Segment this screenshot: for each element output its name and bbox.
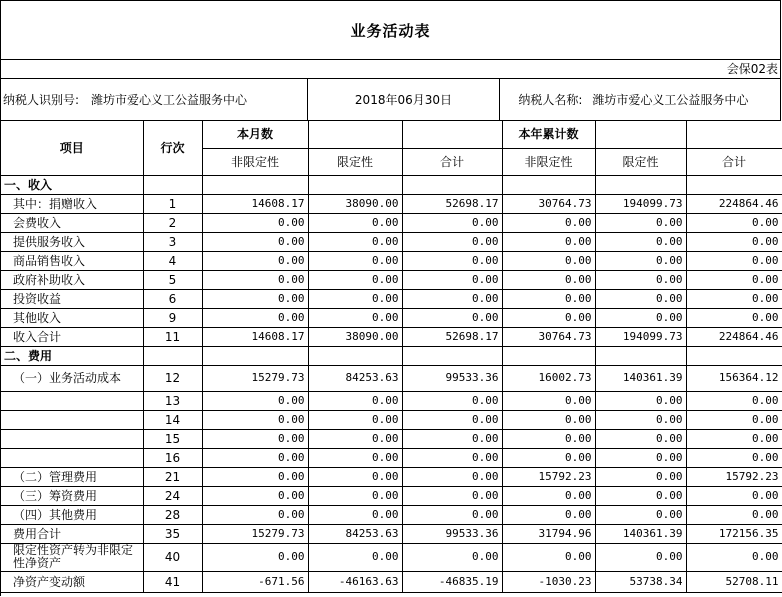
cell-ytd-restricted (595, 346, 686, 365)
table-row (1, 270, 782, 289)
cell-month-restricted: 0.00 (308, 308, 402, 327)
cell-month-unrestricted: 15279.73 (202, 524, 308, 543)
cell-month-unrestricted: -671.56 (202, 571, 308, 592)
cell-ytd-total (686, 175, 782, 194)
cell-ytd-unrestricted: 0.00 (502, 289, 595, 308)
table-row (1, 365, 782, 391)
report-date: 2018年06月30日 (308, 79, 501, 120)
row-item: （三）筹资费用 (1, 486, 143, 505)
activity-table (1, 121, 782, 593)
cell-ytd-restricted: 0.00 (595, 308, 686, 327)
cell-month-total: 0.00 (402, 467, 502, 486)
cell-ytd-restricted: 0.00 (595, 289, 686, 308)
cell-month-restricted: 0.00 (308, 251, 402, 270)
row-item (1, 429, 143, 448)
report-title: 业务活动表 (1, 1, 781, 60)
row-line-number: 12 (143, 365, 202, 391)
cell-ytd-unrestricted: 16002.73 (502, 365, 595, 391)
row-line-number: 16 (143, 448, 202, 467)
cell-ytd-restricted: 0.00 (595, 505, 686, 524)
cell-month-restricted: 38090.00 (308, 327, 402, 346)
cell-ytd-total: 0.00 (686, 308, 782, 327)
cell-month-restricted: -46163.63 (308, 571, 402, 592)
cell-month-total: 0.00 (402, 232, 502, 251)
row-item: 政府补助收入 (1, 270, 143, 289)
cell-ytd-total: 0.00 (686, 232, 782, 251)
cell-month-total: 0.00 (402, 486, 502, 505)
cell-ytd-unrestricted: 15792.23 (502, 467, 595, 486)
table-row (1, 289, 782, 308)
row-item: （一）业务活动成本 (1, 365, 143, 391)
form-code: 会保02表 (1, 60, 781, 79)
row-line-number: 28 (143, 505, 202, 524)
cell-month-total (402, 346, 502, 365)
cell-ytd-unrestricted (502, 175, 595, 194)
cell-month-total: 99533.36 (402, 524, 502, 543)
header-month-total: 合计 (402, 148, 502, 175)
cell-ytd-unrestricted (502, 346, 595, 365)
cell-ytd-total: 224864.46 (686, 327, 782, 346)
table-row (1, 505, 782, 524)
cell-month-restricted: 0.00 (308, 289, 402, 308)
cell-ytd-restricted (595, 175, 686, 194)
cell-ytd-unrestricted: 0.00 (502, 308, 595, 327)
row-line-number: 6 (143, 289, 202, 308)
row-item: 一、收入 (1, 175, 143, 194)
cell-ytd-total: 224864.46 (686, 194, 782, 213)
taxpayer-name (500, 79, 781, 120)
cell-ytd-total: 156364.12 (686, 365, 782, 391)
cell-month-unrestricted: 0.00 (202, 232, 308, 251)
cell-ytd-restricted: 0.00 (595, 232, 686, 251)
cell-month-total: 0.00 (402, 289, 502, 308)
cell-ytd-unrestricted: 0.00 (502, 410, 595, 429)
table-row (1, 571, 782, 592)
table-row (1, 486, 782, 505)
row-item (1, 410, 143, 429)
cell-month-unrestricted: 0.00 (202, 543, 308, 571)
cell-month-total: 0.00 (402, 270, 502, 289)
cell-month-unrestricted: 0.00 (202, 289, 308, 308)
row-item: 商品销售收入 (1, 251, 143, 270)
cell-ytd-total: 0.00 (686, 410, 782, 429)
cell-ytd-restricted: 0.00 (595, 448, 686, 467)
row-line-number: 1 (143, 194, 202, 213)
cell-ytd-total: 0.00 (686, 505, 782, 524)
header-current-month: 本月数 (202, 121, 308, 148)
row-line-number (143, 175, 202, 194)
cell-ytd-restricted: 0.00 (595, 213, 686, 232)
header-ytd-total: 合计 (686, 148, 782, 175)
cell-ytd-total: 0.00 (686, 448, 782, 467)
cell-ytd-total: 172156.35 (686, 524, 782, 543)
table-row (1, 448, 782, 467)
cell-month-restricted: 38090.00 (308, 194, 402, 213)
cell-month-restricted: 0.00 (308, 429, 402, 448)
cell-month-unrestricted: 0.00 (202, 410, 308, 429)
row-item: （四）其他费用 (1, 505, 143, 524)
cell-month-unrestricted: 0.00 (202, 391, 308, 410)
table-row (1, 467, 782, 486)
cell-month-unrestricted: 0.00 (202, 486, 308, 505)
cell-ytd-unrestricted: 0.00 (502, 232, 595, 251)
cell-ytd-unrestricted: 0.00 (502, 251, 595, 270)
cell-month-unrestricted: 14608.17 (202, 327, 308, 346)
taxpayer-name-value: 潍坊市爱心义工公益服务中心 (592, 93, 749, 107)
row-line-number: 5 (143, 270, 202, 289)
cell-month-restricted: 84253.63 (308, 524, 402, 543)
cell-month-restricted: 0.00 (308, 410, 402, 429)
cell-ytd-restricted: 194099.73 (595, 327, 686, 346)
cell-ytd-unrestricted: 30764.73 (502, 194, 595, 213)
cell-month-total: 52698.17 (402, 194, 502, 213)
cell-month-total: 99533.36 (402, 365, 502, 391)
cell-month-total (402, 175, 502, 194)
header-month-restricted: 限定性 (308, 148, 402, 175)
cell-month-restricted: 0.00 (308, 448, 402, 467)
cell-ytd-unrestricted: 30764.73 (502, 327, 595, 346)
row-line-number: 11 (143, 327, 202, 346)
row-item: 费用合计 (1, 524, 143, 543)
cell-ytd-total: 0.00 (686, 270, 782, 289)
cell-ytd-total: 0.00 (686, 486, 782, 505)
row-item: 净资产变动额 (1, 571, 143, 592)
cell-month-unrestricted (202, 175, 308, 194)
cell-ytd-unrestricted: 0.00 (502, 213, 595, 232)
table-row (1, 232, 782, 251)
cell-ytd-unrestricted: 31794.96 (502, 524, 595, 543)
cell-month-restricted: 0.00 (308, 232, 402, 251)
cell-month-unrestricted: 0.00 (202, 467, 308, 486)
cell-month-total: 0.00 (402, 429, 502, 448)
cell-ytd-restricted: 140361.39 (595, 365, 686, 391)
cell-month-total: 0.00 (402, 410, 502, 429)
cell-ytd-unrestricted: 0.00 (502, 543, 595, 571)
cell-month-unrestricted: 0.00 (202, 429, 308, 448)
table-row (1, 346, 782, 365)
header-blank (308, 121, 402, 148)
row-item: 收入合计 (1, 327, 143, 346)
cell-ytd-total: 0.00 (686, 543, 782, 571)
cell-month-restricted: 84253.63 (308, 365, 402, 391)
row-line-number: 2 (143, 213, 202, 232)
cell-month-restricted: 0.00 (308, 213, 402, 232)
cell-month-unrestricted (202, 346, 308, 365)
cell-ytd-total: 0.00 (686, 429, 782, 448)
cell-ytd-unrestricted: 0.00 (502, 505, 595, 524)
cell-ytd-restricted: 0.00 (595, 467, 686, 486)
cell-month-unrestricted: 14608.17 (202, 194, 308, 213)
row-item: （二）管理费用 (1, 467, 143, 486)
row-line-number: 13 (143, 391, 202, 410)
row-item: 其中：捐赠收入 (1, 194, 143, 213)
header-blank (595, 121, 686, 148)
row-line-number: 15 (143, 429, 202, 448)
cell-ytd-total: 0.00 (686, 289, 782, 308)
header-blank (402, 121, 502, 148)
cell-month-restricted (308, 175, 402, 194)
cell-ytd-restricted: 53738.34 (595, 571, 686, 592)
table-row (1, 327, 782, 346)
taxpayer-id (1, 79, 308, 120)
cell-ytd-unrestricted: -1030.23 (502, 571, 595, 592)
row-item (1, 391, 143, 410)
cell-month-restricted: 0.00 (308, 467, 402, 486)
cell-month-total: 0.00 (402, 543, 502, 571)
cell-month-total: 0.00 (402, 505, 502, 524)
row-item (1, 448, 143, 467)
cell-month-unrestricted: 0.00 (202, 251, 308, 270)
table-row (1, 524, 782, 543)
table-row (1, 175, 782, 194)
row-item: 会费收入 (1, 213, 143, 232)
cell-ytd-restricted: 0.00 (595, 429, 686, 448)
header-blank (686, 121, 782, 148)
cell-month-unrestricted: 0.00 (202, 213, 308, 232)
taxpayer-name-label: 纳税人名称: (518, 93, 583, 107)
cell-ytd-restricted: 194099.73 (595, 194, 686, 213)
row-line-number: 24 (143, 486, 202, 505)
row-line-number: 14 (143, 410, 202, 429)
row-line-number: 40 (143, 543, 202, 571)
cell-ytd-restricted: 0.00 (595, 391, 686, 410)
row-line-number (143, 346, 202, 365)
cell-month-total: -46835.19 (402, 571, 502, 592)
cell-ytd-unrestricted: 0.00 (502, 429, 595, 448)
cell-ytd-unrestricted: 0.00 (502, 270, 595, 289)
cell-month-total: 0.00 (402, 448, 502, 467)
table-row (1, 543, 782, 571)
cell-month-unrestricted: 0.00 (202, 505, 308, 524)
cell-ytd-restricted: 0.00 (595, 270, 686, 289)
cell-month-unrestricted: 0.00 (202, 448, 308, 467)
cell-month-total: 0.00 (402, 308, 502, 327)
cell-month-restricted: 0.00 (308, 486, 402, 505)
cell-ytd-unrestricted: 0.00 (502, 448, 595, 467)
cell-ytd-unrestricted: 0.00 (502, 486, 595, 505)
row-line-number: 4 (143, 251, 202, 270)
cell-ytd-total: 15792.23 (686, 467, 782, 486)
cell-ytd-total: 0.00 (686, 251, 782, 270)
row-line-number: 21 (143, 467, 202, 486)
cell-month-unrestricted: 0.00 (202, 308, 308, 327)
report-info-row (1, 79, 781, 121)
row-line-number: 35 (143, 524, 202, 543)
header-item: 项目 (1, 121, 143, 175)
table-row (1, 429, 782, 448)
row-line-number: 41 (143, 571, 202, 592)
cell-month-unrestricted: 0.00 (202, 270, 308, 289)
header-ytd-restricted: 限定性 (595, 148, 686, 175)
cell-month-restricted: 0.00 (308, 391, 402, 410)
cell-month-total: 0.00 (402, 251, 502, 270)
row-item: 二、费用 (1, 346, 143, 365)
cell-ytd-total: 0.00 (686, 213, 782, 232)
cell-month-unrestricted: 15279.73 (202, 365, 308, 391)
row-item: 提供服务收入 (1, 232, 143, 251)
cell-month-total: 0.00 (402, 391, 502, 410)
header-line: 行次 (143, 121, 202, 175)
table-row (1, 308, 782, 327)
table-row (1, 410, 782, 429)
table-row (1, 391, 782, 410)
cell-month-restricted (308, 346, 402, 365)
cell-ytd-restricted: 0.00 (595, 543, 686, 571)
cell-month-restricted: 0.00 (308, 543, 402, 571)
taxpayer-id-label: 纳税人识别号: (3, 93, 80, 107)
cell-ytd-restricted: 0.00 (595, 251, 686, 270)
taxpayer-id-value: 潍坊市爱心义工公益服务中心 (91, 93, 248, 107)
row-line-number: 3 (143, 232, 202, 251)
cell-ytd-restricted: 140361.39 (595, 524, 686, 543)
row-item: 投资收益 (1, 289, 143, 308)
header-month-unrestricted: 非限定性 (202, 148, 308, 175)
cell-ytd-restricted: 0.00 (595, 410, 686, 429)
cell-ytd-total (686, 346, 782, 365)
cell-month-restricted: 0.00 (308, 505, 402, 524)
row-line-number: 9 (143, 308, 202, 327)
table-row (1, 194, 782, 213)
cell-month-total: 52698.17 (402, 327, 502, 346)
row-item: 限定性资产转为非限定性净资产 (1, 543, 143, 571)
table-row (1, 251, 782, 270)
header-year-to-date: 本年累计数 (502, 121, 595, 148)
header-ytd-unrestricted: 非限定性 (502, 148, 595, 175)
cell-ytd-unrestricted: 0.00 (502, 391, 595, 410)
cell-ytd-restricted: 0.00 (595, 486, 686, 505)
cell-ytd-total: 0.00 (686, 391, 782, 410)
cell-ytd-total: 52708.11 (686, 571, 782, 592)
table-row (1, 213, 782, 232)
cell-month-total: 0.00 (402, 213, 502, 232)
cell-month-restricted: 0.00 (308, 270, 402, 289)
row-item: 其他收入 (1, 308, 143, 327)
